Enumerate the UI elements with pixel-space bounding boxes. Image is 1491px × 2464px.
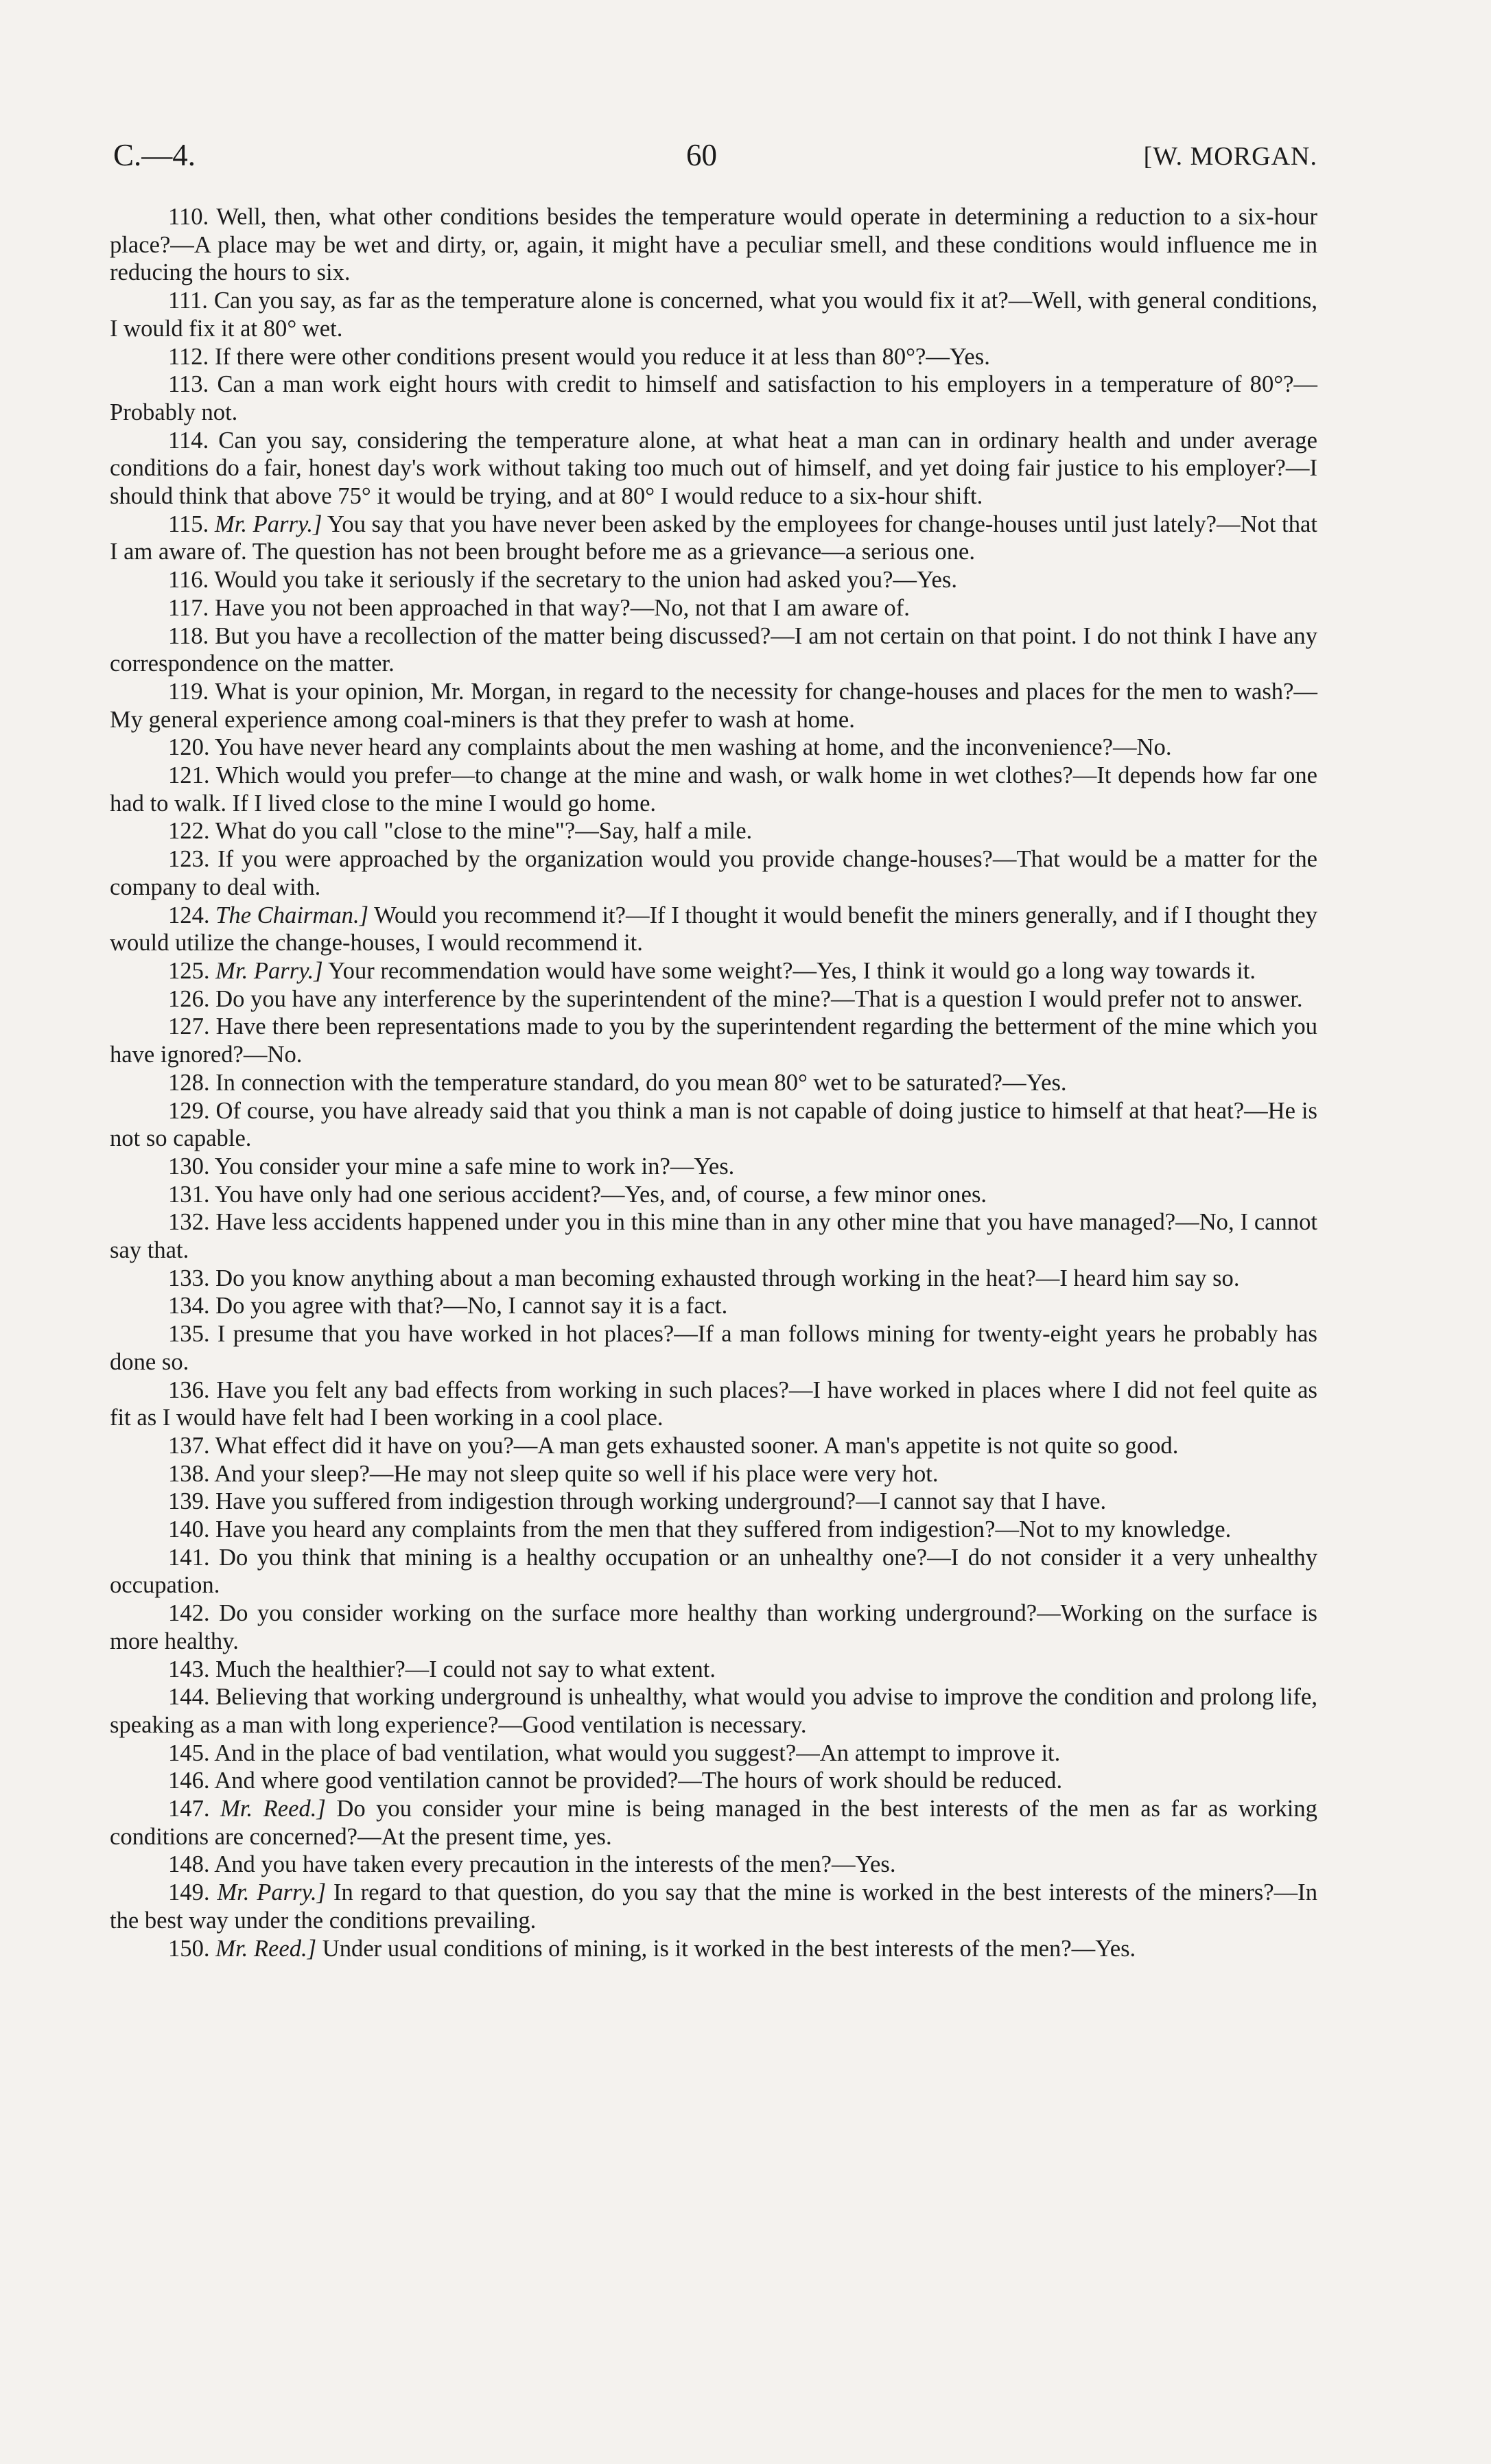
question-text: I presume that you have worked in hot places?—If a man follows mining for twenty-eight years he probably has done so. xyxy=(110,1321,1317,1375)
question-number: 127. xyxy=(168,1013,210,1040)
question-115 xyxy=(110,511,1317,566)
question-text: Under usual conditions of mining, is it worked in the best interests of the men?—Yes. xyxy=(322,1935,1136,1962)
question-text: And where good ventilation cannot be provided?—The hours of work should be reduced. xyxy=(214,1768,1063,1794)
question-text: And in the place of bad ventilation, what would you suggest?—An attempt to improve it. xyxy=(214,1739,1061,1766)
speaker: Mr. Parry.] xyxy=(214,511,322,537)
question-122 xyxy=(110,817,1317,845)
question-119 xyxy=(110,678,1317,734)
question-text: You have never heard any complaints about the men washing at home, and the inconvenience?—No. xyxy=(214,734,1172,761)
question-text: Believing that working underground is unhealthy, what would you advise to improve the condition and prolong life, speaking as a man with long experience?—Good ventilation is necessary. xyxy=(110,1684,1317,1738)
question-text: What do you call "close to the mine"?—Say, half a mile. xyxy=(215,818,753,845)
speaker: The Chairman.] xyxy=(215,902,369,928)
question-text: Which would you prefer—to change at the mine and wash, or walk home in wet clothes?—It depends how far one had to walk. If I lived close to the mine I would go home. xyxy=(110,762,1317,817)
question-number: 142. xyxy=(168,1600,210,1627)
question-number: 150. xyxy=(168,1935,210,1962)
question-number: 144. xyxy=(168,1684,210,1711)
question-text: Do you consider working on the surface more healthy than working underground?—Working on the surface is more healthy. xyxy=(110,1600,1317,1654)
question-text: Would you recommend it?—If I thought it would benefit the miners generally, and if I thought they would utilize the change-houses, I would recommend it. xyxy=(110,902,1317,957)
question-number: 140. xyxy=(168,1516,210,1543)
question-number: 112. xyxy=(168,343,209,370)
question-number: 118. xyxy=(168,622,209,649)
question-132 xyxy=(110,1208,1317,1264)
question-number: 126. xyxy=(168,985,210,1012)
question-number: 129. xyxy=(168,1097,210,1124)
question-number: 125. xyxy=(168,957,210,984)
question-116 xyxy=(110,566,1317,594)
question-text: And your sleep?—He may not sleep quite so well if his place were very hot. xyxy=(214,1460,939,1487)
question-number: 141. xyxy=(168,1544,210,1571)
question-text: You say that you have never been asked by the employees for change-houses until just lately?—Not that I am aware of. The question has not been brought before me as a grievance—a serious one. xyxy=(110,511,1317,565)
question-text: But you have a recollection of the matter being discussed?—I am not certain on that point. I do not think I have any correspondence on the matter. xyxy=(110,622,1317,677)
question-text: If you were approached by the organization would you provide change-houses?—That would be a matter for the company to deal with. xyxy=(110,846,1317,900)
question-text: Can you say, considering the temperature alone, at what heat a man can in ordinary health and under average conditions do a fair, honest day's work without taking too much out of himself, and yet doing fair justice to his employer?—I should think that above 75° it would be trying, and at 80° I would reduce to a six-hour shift. xyxy=(110,427,1317,510)
question-111 xyxy=(110,287,1317,342)
question-text: Can a man work eight hours with credit to himself and satisfaction to his employers in a temperature of 80°?—Probably not. xyxy=(110,371,1317,425)
question-text: You have only had one serious accident?—Yes, and, of course, a few minor ones. xyxy=(214,1181,987,1208)
question-120 xyxy=(110,734,1317,762)
question-text: In connection with the temperature standard, do you mean 80° wet to be saturated?—Yes. xyxy=(215,1069,1067,1096)
question-text: Can you say, as far as the temperature alone is concerned, what you would fix it at?—Well, with general conditions, I would fix it at 80° wet. xyxy=(110,288,1317,342)
question-number: 123. xyxy=(168,846,210,873)
testimony-body xyxy=(110,203,1317,1962)
question-150 xyxy=(110,1935,1317,1963)
question-130 xyxy=(110,1153,1317,1181)
question-135 xyxy=(110,1320,1317,1376)
question-138 xyxy=(110,1460,1317,1488)
question-140 xyxy=(110,1516,1317,1544)
document-reference: C.—4. xyxy=(113,138,196,172)
question-127 xyxy=(110,1013,1317,1068)
witness-name: [W. MORGAN. xyxy=(1143,142,1317,171)
question-144 xyxy=(110,1683,1317,1739)
question-text: Have less accidents happened under you in this mine than in any other mine that you have managed?—No, I cannot say that. xyxy=(110,1209,1317,1264)
question-number: 111. xyxy=(168,288,208,314)
question-text: Your recommendation would have some weight?—Yes, I think it would go a long way towards it. xyxy=(328,957,1256,984)
question-110 xyxy=(110,203,1317,287)
question-text: What is your opinion, Mr. Morgan, in regard to the necessity for change-houses and places for the men to wash?—My general experience among coal-miners is that they prefer to wash at home. xyxy=(110,678,1317,733)
question-text: Have you heard any complaints from the men that they suffered from indigestion?—Not to my knowledge. xyxy=(215,1516,1232,1543)
question-text: Do you agree with that?—No, I cannot say it is a fact. xyxy=(215,1293,728,1319)
question-number: 135. xyxy=(168,1321,210,1348)
page-number: 60 xyxy=(686,138,717,172)
question-125 xyxy=(110,957,1317,985)
question-number: 124. xyxy=(168,902,210,928)
question-text: Of course, you have already said that you think a man is not capable of doing justice to himself at that heat?—He is not so capable. xyxy=(110,1097,1317,1152)
speaker: Mr. Parry.] xyxy=(215,957,323,984)
question-number: 120. xyxy=(168,734,210,761)
speaker: Mr. Parry.] xyxy=(217,1879,327,1906)
question-number: 143. xyxy=(168,1656,210,1682)
speaker: Mr. Reed.] xyxy=(220,1796,326,1822)
question-number: 119. xyxy=(168,678,209,705)
question-number: 149. xyxy=(168,1879,210,1906)
question-121 xyxy=(110,762,1317,817)
question-136 xyxy=(110,1376,1317,1432)
question-number: 114. xyxy=(168,427,209,454)
question-129 xyxy=(110,1097,1317,1153)
question-text: If there were other conditions present would you reduce it at less than 80°?—Yes. xyxy=(214,343,990,370)
question-text: Have you suffered from indigestion through working underground?—I cannot say that I have. xyxy=(215,1488,1107,1515)
question-text: And you have taken every precaution in the interests of the men?—Yes. xyxy=(214,1851,896,1878)
question-148 xyxy=(110,1851,1317,1879)
question-number: 139. xyxy=(168,1488,210,1515)
question-text: Have you not been approached in that way?—No, not that I am aware of. xyxy=(214,594,910,621)
question-number: 146. xyxy=(168,1768,210,1794)
question-number: 113. xyxy=(168,371,209,398)
question-number: 134. xyxy=(168,1293,210,1319)
question-141 xyxy=(110,1544,1317,1599)
question-text: Have there been representations made to you by the superintendent regarding the betterment of the mine which you have ignored?—No. xyxy=(110,1013,1317,1068)
question-137 xyxy=(110,1432,1317,1460)
question-128 xyxy=(110,1069,1317,1097)
question-text: You consider your mine a safe mine to work in?—Yes. xyxy=(214,1153,735,1180)
question-number: 138. xyxy=(168,1460,210,1487)
question-text: Would you take it seriously if the secretary to the union had asked you?—Yes. xyxy=(214,567,957,594)
question-number: 148. xyxy=(168,1851,210,1878)
question-text: What effect did it have on you?—A man gets exhausted sooner. A man's appetite is not quite so good. xyxy=(215,1432,1179,1459)
question-text: In regard to that question, do you say that the mine is worked in the best interests of the miners?—In the best way under the conditions prevailing. xyxy=(110,1879,1317,1934)
question-number: 145. xyxy=(168,1739,210,1766)
question-124 xyxy=(110,902,1317,957)
question-112 xyxy=(110,343,1317,371)
page-header xyxy=(113,137,1317,178)
question-number: 147. xyxy=(168,1796,210,1822)
speaker: Mr. Reed.] xyxy=(215,1935,317,1962)
question-number: 132. xyxy=(168,1209,210,1236)
question-text: Well, then, what other conditions besides the temperature would operate in determining a reduction to a six-hour place?—A place may be wet and dirty, or, again, it might have a peculiar smell, and these conditions would influence me in reducing the hours to six. xyxy=(110,204,1317,286)
question-139 xyxy=(110,1488,1317,1516)
question-117 xyxy=(110,594,1317,622)
question-number: 130. xyxy=(168,1153,210,1180)
question-number: 122. xyxy=(168,818,210,845)
question-113 xyxy=(110,371,1317,426)
question-143 xyxy=(110,1656,1317,1684)
question-text: Do you know anything about a man becoming exhausted through working in the heat?—I heard him say so. xyxy=(215,1265,1240,1291)
question-number: 110. xyxy=(168,204,209,230)
question-text: Do you have any interference by the superintendent of the mine?—That is a question I would prefer not to answer. xyxy=(215,985,1303,1012)
question-number: 131. xyxy=(168,1181,210,1208)
question-text: Do you consider your mine is being managed in the best interests of the men as far as working conditions are concerned?—At the present time, yes. xyxy=(110,1796,1317,1850)
question-number: 117. xyxy=(168,594,209,621)
question-147 xyxy=(110,1795,1317,1851)
question-146 xyxy=(110,1767,1317,1795)
question-number: 128. xyxy=(168,1069,210,1096)
question-number: 121. xyxy=(168,762,210,789)
question-126 xyxy=(110,985,1317,1013)
question-123 xyxy=(110,845,1317,901)
question-131 xyxy=(110,1181,1317,1209)
question-number: 116. xyxy=(168,567,209,594)
question-text: Have you felt any bad effects from working in such places?—I have worked in places where I did not feel quite as fit as I would have felt had I been working in a cool place. xyxy=(110,1376,1317,1431)
question-number: 133. xyxy=(168,1265,210,1291)
question-145 xyxy=(110,1739,1317,1768)
question-142 xyxy=(110,1599,1317,1655)
question-text: Do you think that mining is a healthy occupation or an unhealthy one?—I do not consider it a very unhealthy occupation. xyxy=(110,1544,1317,1599)
question-149 xyxy=(110,1879,1317,1934)
question-134 xyxy=(110,1292,1317,1320)
question-text: Much the healthier?—I could not say to what extent. xyxy=(215,1656,716,1682)
question-118 xyxy=(110,622,1317,678)
question-number: 115. xyxy=(168,511,209,537)
question-114 xyxy=(110,427,1317,511)
question-number: 136. xyxy=(168,1376,210,1403)
question-number: 137. xyxy=(168,1432,210,1459)
question-133 xyxy=(110,1265,1317,1293)
